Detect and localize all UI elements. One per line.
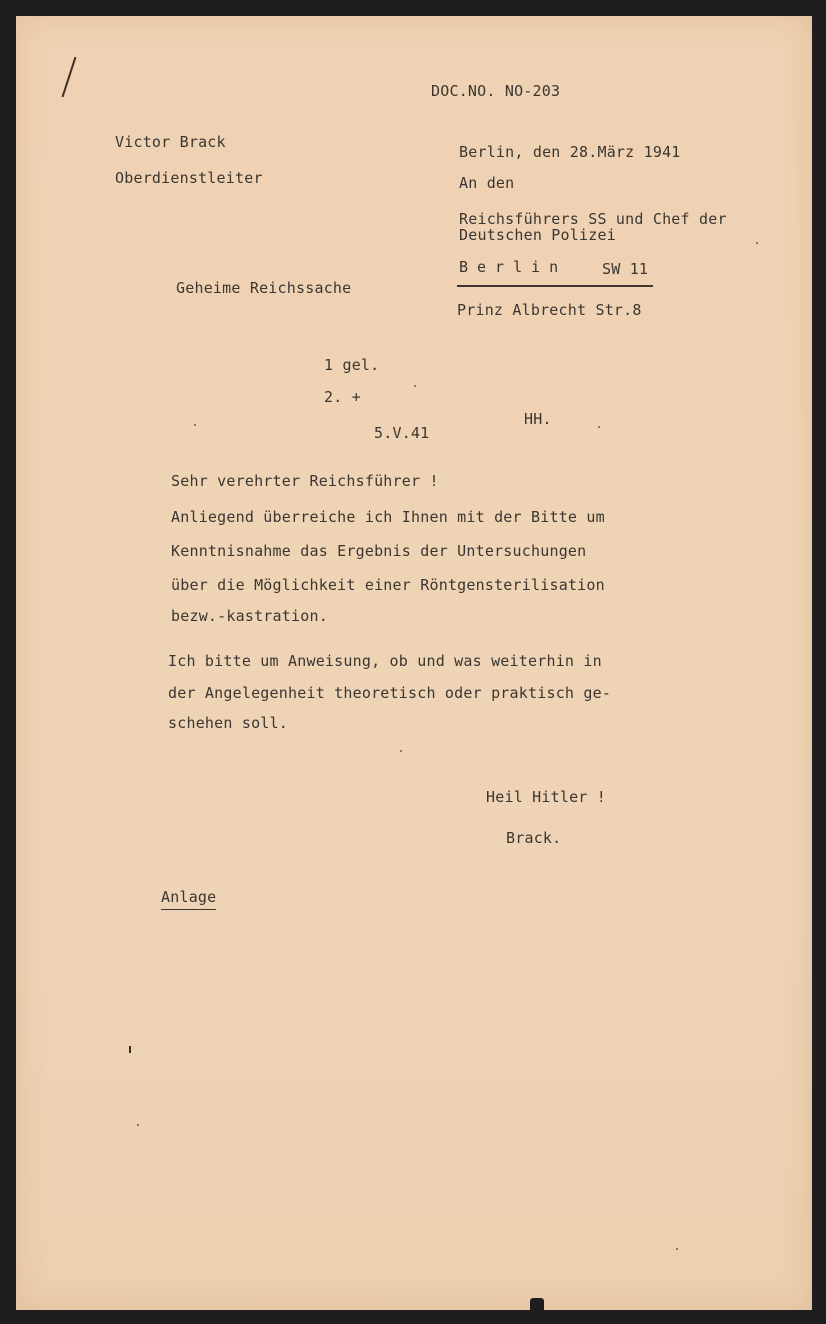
recipient-city: Berlin [459, 258, 568, 276]
paper-speck [194, 424, 196, 426]
sender-name: Victor Brack [115, 133, 226, 151]
address-underline [457, 285, 653, 287]
recipient-salutation: An den [459, 174, 515, 192]
body-line: Kenntnisnahme das Ergebnis der Untersuchungen [171, 542, 587, 560]
body-line: bezw.-kastration. [171, 607, 328, 625]
annotation-line2: 2. + [324, 388, 361, 406]
enclosure: Anlage [161, 890, 216, 910]
recipient-line1: Reichsführers SS und Chef der [459, 210, 727, 228]
body-line: Ich bitte um Anweisung, ob und was weiterhin in [168, 652, 602, 670]
typewritten-letter [16, 16, 812, 1310]
recipient-line2: Deutschen Polizei [459, 226, 616, 244]
classification: Geheime Reichssache [176, 279, 352, 297]
body-line: schehen soll. [168, 714, 288, 732]
sender-title: Oberdienstleiter [115, 169, 263, 187]
paper-speck [756, 242, 758, 244]
paper-speck [129, 1046, 131, 1053]
body-line: über die Möglichkeit einer Röntgensterilisation [171, 576, 605, 594]
paper-tear [530, 1298, 544, 1310]
doc-number: DOC.NO. NO-203 [431, 82, 561, 100]
greeting: Sehr verehrter Reichsführer ! [171, 472, 439, 490]
paper-speck [598, 426, 600, 428]
signature: Brack. [506, 829, 562, 847]
annotation-date: 5.V.41 [374, 424, 430, 442]
paper-speck [414, 385, 416, 387]
recipient-district: SW 11 [602, 260, 649, 278]
annotation-line1: 1 gel. [324, 356, 380, 374]
paper-speck [137, 1124, 139, 1126]
paper-speck [400, 750, 402, 752]
date-line: Berlin, den 28.März 1941 [459, 143, 681, 161]
recipient-street: Prinz Albrecht Str.8 [457, 301, 642, 319]
closing: Heil Hitler ! [486, 788, 606, 806]
pencil-mark [62, 57, 77, 98]
body-line: der Angelegenheit theoretisch oder praktisch ge- [168, 684, 612, 702]
paper-speck [676, 1248, 678, 1250]
annotation-initials: HH. [524, 410, 552, 428]
body-line: Anliegend überreiche ich Ihnen mit der Bitte um [171, 508, 605, 526]
